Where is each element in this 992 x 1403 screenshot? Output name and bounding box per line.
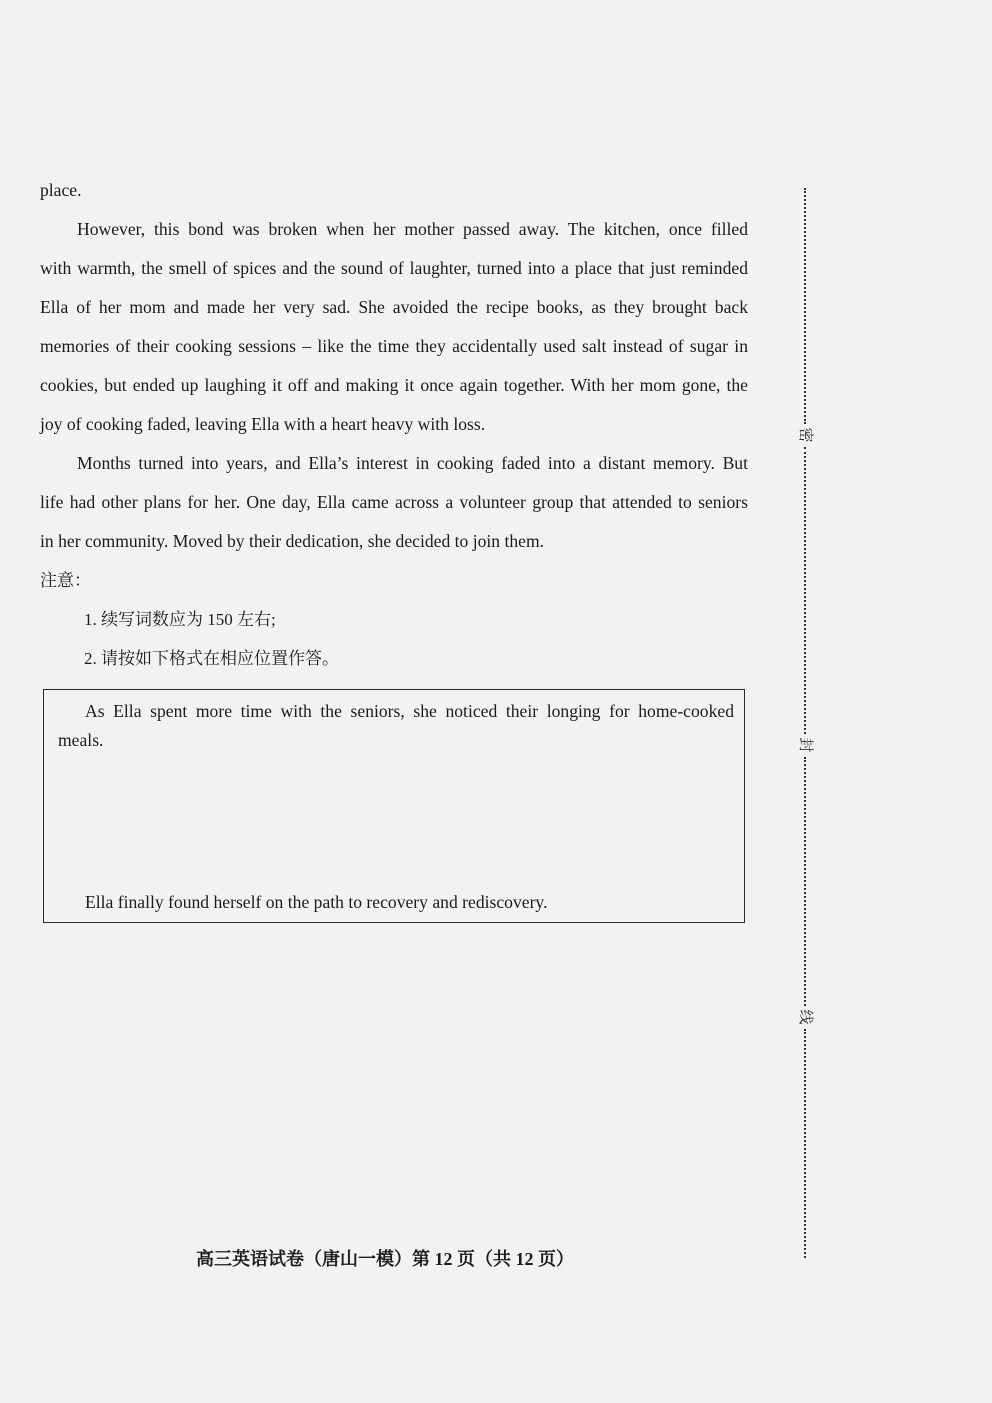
answer-box-closing-line: Ella finally found herself on the path to recovery and rediscovery. (85, 892, 548, 912)
paragraph-2-line: Months turned into years, and Ella’s interest in cooking faded into a distant memory. But (77, 453, 748, 473)
paragraph-1-line: cookies, but ended up laughing it off and making it once again together. With her mom gone, the (40, 375, 748, 395)
margin-label-feng: 封 (797, 737, 813, 753)
paragraph-1-line: joy of cooking faded, leaving Ella with a heart heavy with loss. (40, 414, 486, 434)
paragraph-1-line: memories of their cooking sessions – like the time they accidentally used salt instead of sugar in (40, 336, 748, 356)
dotted-line-segment (804, 447, 806, 734)
paragraph-1-line: However, this bond was broken when her mother passed away. The kitchen, once filled (77, 219, 748, 239)
margin-label-mi: 密 (797, 427, 813, 443)
notes (40, 561, 748, 678)
margin-label-xian: 线 (797, 1009, 813, 1025)
answer-box (43, 689, 745, 923)
notes-item: 1. 续写词数应为 150 左右; (84, 610, 276, 629)
paragraph-1 (40, 210, 748, 444)
dotted-line-segment (804, 757, 806, 1006)
dotted-line-segment (804, 188, 806, 424)
dotted-line-segment (804, 1029, 806, 1258)
paragraph-1-line: with warmth, the smell of spices and the sound of laughter, turned into a place that just reminded (40, 258, 748, 278)
notes-item: 2. 请按如下格式在相应位置作答。 (84, 649, 339, 668)
paragraph-2-line: life had other plans for her. One day, Ella came across a volunteer group that attended to seniors (40, 492, 748, 512)
answer-box-opening (58, 697, 734, 755)
lead-line: place. (40, 180, 82, 200)
page-footer: 高三英语试卷（唐山一模）第 12 页（共 12 页） (196, 1249, 574, 1269)
passage-text (40, 171, 748, 678)
answer-box-opening-line: meals. (58, 730, 104, 750)
paragraph-1-line: Ella of her mom and made her very sad. She avoided the recipe books, as they brought back (40, 297, 748, 317)
paragraph-2-line: in her community. Moved by their dedication, she decided to join them. (40, 531, 545, 551)
notes-heading: 注意： (40, 571, 91, 590)
paragraph-2 (40, 444, 748, 561)
answer-box-opening-line: As Ella spent more time with the seniors, she noticed their longing for home-cooked (85, 701, 734, 721)
